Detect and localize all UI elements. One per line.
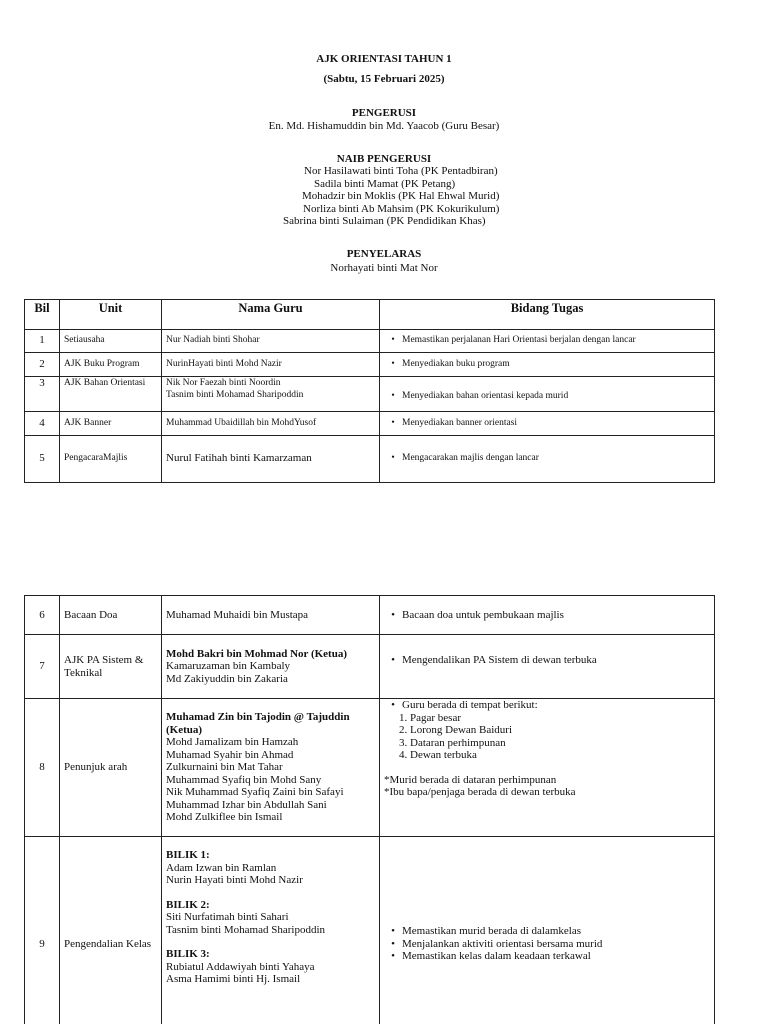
event-date: (Sabtu, 15 Februari 2025) [323,73,445,85]
tugas-item: Menjalankan aktiviti orientasi bersama murid [402,937,603,950]
nama-line: Asma Hamimi binti Hj. Ismail [166,973,301,985]
naib-name: Sadila binti Mamat (PK Petang) [314,177,456,190]
nama-line: Zulkurnaini bin Mat Tahar [166,761,283,774]
tugas-item: Memastikan perjalanan Hari Orientasi berjalan dengan lancar [402,335,636,346]
location-item: 4. Dewan terbuka [399,749,477,761]
row-bil: 5 [25,436,60,483]
bullet-icon: • [391,925,395,938]
bullet-icon: • [391,453,395,464]
location-item: 3. Dataran perhimpunan [399,736,506,749]
bullet-icon: • [391,417,395,428]
penyelaras-heading: PENYELARAS [346,248,422,260]
tugas-item: Menyediakan banner orientasi [402,417,518,428]
header-bidang-tugas: Bidang Tugas [380,300,715,330]
table-row [25,596,715,635]
bullet-icon: • [391,358,395,369]
naib-name: Sabrina binti Sulaiman (PK Pendidikan Khas) [283,215,486,228]
pengerusi-name: En. Md. Hishamuddin bin Md. Yaacob (Guru Besar) [268,120,500,132]
row-unit: Penunjuk arah [60,699,162,837]
row-bil: 2 [25,353,60,377]
table-header-row [25,300,715,330]
committee-table-part-1 [24,299,715,483]
row-unit: AJK Buku Program [60,353,162,377]
row-tugas [380,699,715,837]
nama-line: Tasnim binti Mohamad Sharipoddin [166,923,326,936]
row-unit: AJK Banner [60,412,162,436]
row-nama [162,699,380,837]
bullet-icon: • [391,699,395,711]
table-row [25,330,715,353]
tugas-note: *Murid berada di dataran perhimpunan [384,773,557,786]
row-nama: Muhammad Ubaidillah bin MohdYusof [162,412,380,436]
nama-line: Nurin Hayati binti Mohd Nazir [166,874,303,886]
tugas-note: *Ibu bapa/penjaga berada di dewan terbuka [384,786,576,798]
tugas-intro: Guru berada di tempat berikut: [402,699,538,711]
location-item: 1. Pagar besar [399,711,462,724]
row-nama [162,837,380,1024]
row-nama: Nur Nadiah binti Shohar [162,330,380,353]
row-nama: Muhamad Muhaidi bin Mustapa [162,596,380,635]
pengerusi-heading: PENGERUSI [351,107,417,119]
penyelaras-name: Norhayati binti Mat Nor [330,262,438,274]
bilik-label: BILIK 2: [166,898,210,911]
location-item: 2. Lorong Dewan Baiduri [399,724,513,736]
row-bil: 7 [25,635,60,699]
row-tugas [380,635,715,699]
nama-line: Tasnim binti Mohamad Sharipoddin [166,389,304,400]
bullet-icon: • [391,937,395,950]
naib-name: Norliza binti Ab Mahsim (PK Kokurikulum) [303,202,500,215]
table-row [25,837,715,1024]
bilik-label: BILIK 3: [166,948,210,960]
table-row [25,353,715,377]
document-title: AJK ORIENTASI TAHUN 1 [316,53,452,65]
nama-ketua: Mohd Bakri bin Mohmad Nor (Ketua) [166,647,348,660]
bullet-icon: • [391,950,395,963]
row-tugas [380,377,715,412]
nama-line: Mohd Jamalizam bin Hamzah [166,736,299,749]
row-unit: Pengendalian Kelas [60,837,162,1024]
committee-table-part-2 [24,595,715,1024]
row-bil: 6 [25,596,60,635]
row-unit: Bacaan Doa [60,596,162,635]
tugas-item: Mengendalikan PA Sistem di dewan terbuka [402,654,597,667]
nama-line: Kamaruzaman bin Kambaly [166,660,291,673]
bullet-icon: • [391,654,395,667]
row-unit: AJK Bahan Orientasi [60,377,162,412]
naib-name: Nor Hasilawati binti Toha (PK Pentadbiran) [304,165,498,177]
row-nama [162,377,380,412]
table-row [25,412,715,436]
row-bil: 9 [25,837,60,1024]
row-tugas [380,353,715,377]
nama-line: Siti Nurfatimah binti Sahari [166,911,289,923]
naib-name: Mohadzir bin Moklis (PK Hal Ehwal Murid) [302,190,500,203]
row-bil: 4 [25,412,60,436]
tugas-item: Menyediakan bahan orientasi kepada murid [402,391,569,402]
table-row [25,436,715,483]
tugas-item: Mengacarakan majlis dengan lancar [402,453,539,464]
nama-line: Nik Muhammad Syafiq Zaini bin Safayi [166,786,344,799]
table-row [25,699,715,837]
table-row [25,377,715,412]
row-tugas [380,596,715,635]
nama-line: Muhammad Syafiq bin Mohd Sany [166,773,322,786]
nama-line: Rubiatul Addawiyah binti Yahaya [166,960,315,973]
bullet-icon: • [391,391,395,402]
naib-pengerusi-heading: NAIB PENGERUSI [336,153,432,165]
row-bil: 1 [25,330,60,353]
row-bil: 3 [25,377,60,412]
nama-ketua: Muhamad Zin bin Tajodin @ Tajuddin (Ketua) [166,711,350,736]
tugas-item: Memastikan murid berada di dalamkelas [402,925,581,938]
header-bil: Bil [25,300,60,330]
row-tugas [380,412,715,436]
bullet-icon: • [391,608,395,621]
row-nama: NurinHayati binti Mohd Nazir [162,353,380,377]
nama-line: Muhammad Izhar bin Abdullah Sani [166,798,327,811]
nama-line: Md Zakiyuddin bin Zakaria [166,672,288,685]
row-bil: 8 [25,699,60,837]
location-list [384,712,710,762]
row-nama: Nurul Fatihah binti Kamarzaman [162,436,380,483]
row-unit: AJK PA Sistem & Teknikal [60,635,162,699]
row-unit: Setiausaha [60,330,162,353]
table-row [25,635,715,699]
bilik-label: BILIK 1: [166,849,210,861]
tugas-item: Memastikan kelas dalam keadaan terkawal [402,950,591,963]
row-unit: PengacaraMajlis [60,436,162,483]
row-tugas [380,330,715,353]
row-tugas [380,436,715,483]
nama-line: Adam Izwan bin Ramlan [166,861,277,874]
nama-line: Muhamad Syahir bin Ahmad [166,748,294,761]
row-nama [162,635,380,699]
nama-line: Mohd Zulkiflee bin Ismail [166,811,283,824]
row-tugas [380,837,715,1024]
header-nama-guru: Nama Guru [162,300,380,330]
header-unit: Unit [60,300,162,330]
bullet-icon: • [391,335,395,346]
tugas-item: Bacaan doa untuk pembukaan majlis [402,608,564,621]
nama-line: Nik Nor Faezah binti Noordin [166,378,281,388]
tugas-item: Menyediakan buku program [402,358,510,369]
